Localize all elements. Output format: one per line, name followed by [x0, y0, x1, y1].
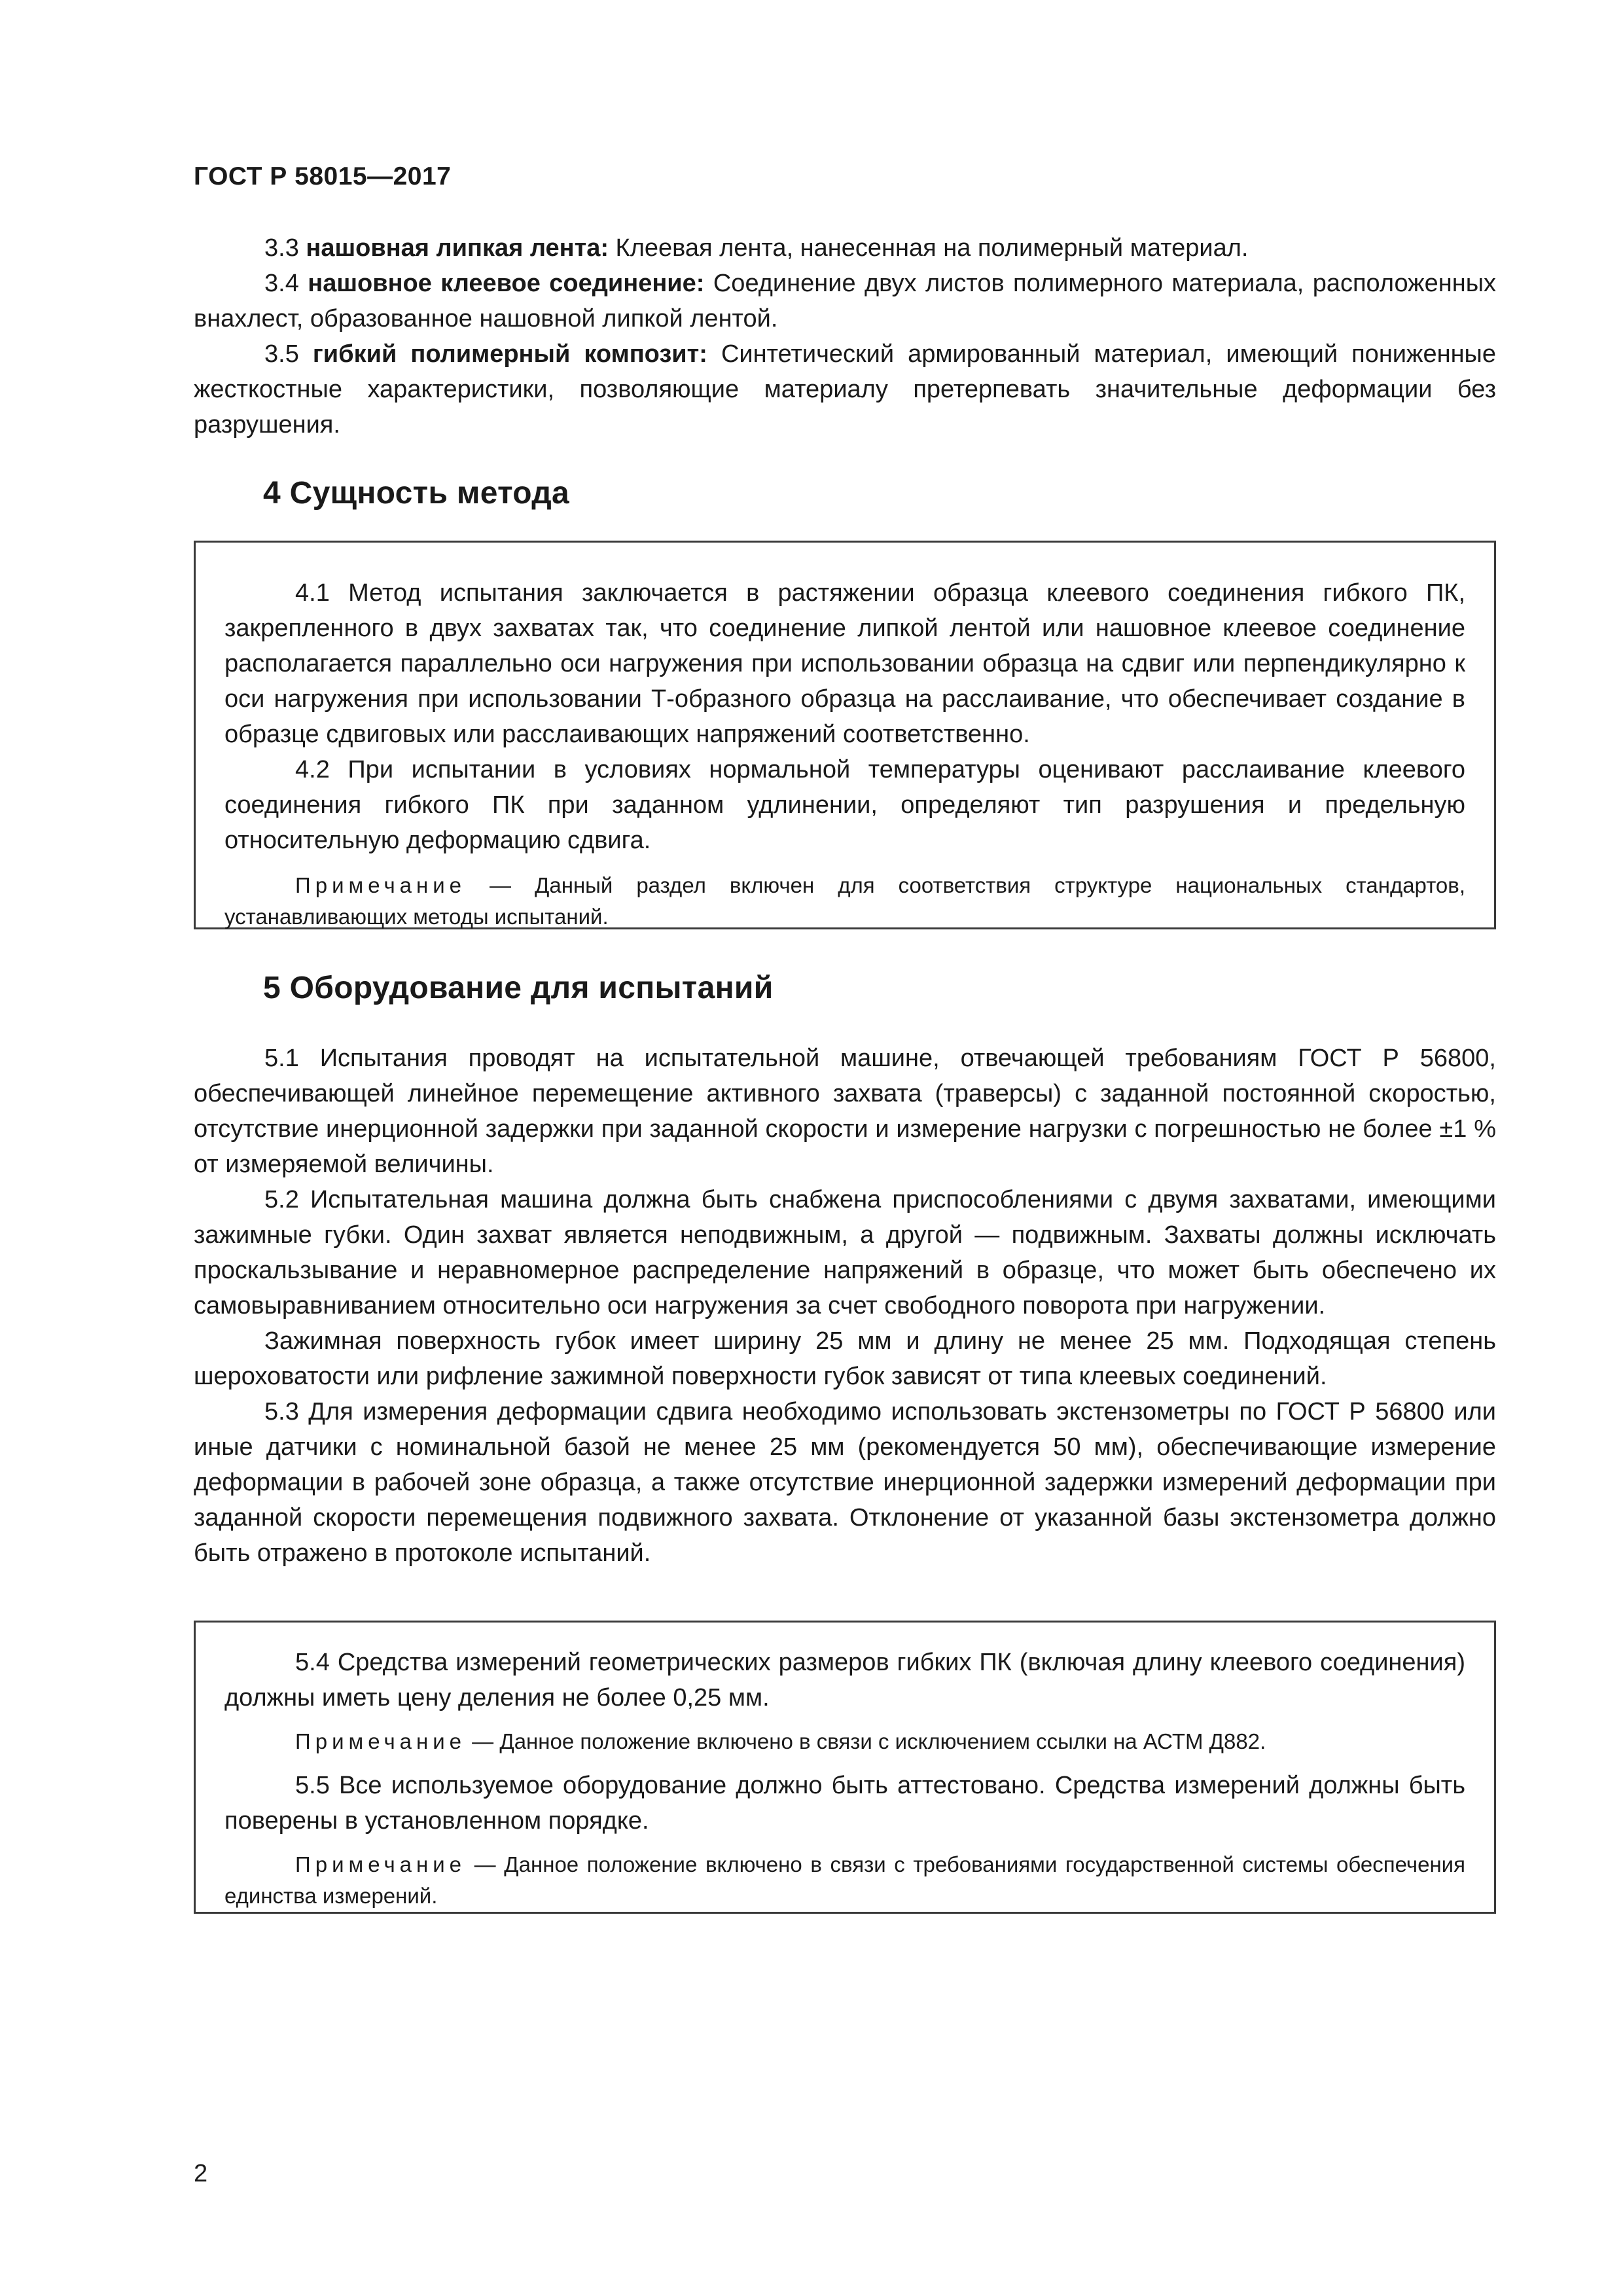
- section-5-title: 5 Оборудование для испытаний: [263, 971, 774, 1005]
- page-number: 2: [194, 2160, 208, 2187]
- paragraph-5-2: 5.2 Испытательная машина должна быть снабжена приспособлениями с двумя захватами, имеющими зажимные губки. Один захват является неподвижным, а другой — подвижным. Захваты должны исключать проскальзывание и неравномерное распределение напряжений в образце, что может быть обеспечено их самовыравниванием относительно оси нагружения за счет свободного поворота при нагружении.: [194, 1186, 1496, 1319]
- paragraph-5-3: 5.3 Для измерения деформации сдвига необходимо использовать экстензометры по ГОСТ Р 56800 или иные датчики с номинальной базой не менее 25 мм (рекомендуется 50 мм), обеспечивающие измерение деформации в рабочей зоне образца, а также отсутствие инерционной задержки измерений деформации при заданной скорости перемещения подвижного захвата. Отклонение от указанной базы экстензометра должно быть отражено в протоколе испытаний.: [194, 1398, 1496, 1567]
- paragraph-5-1: 5.1 Испытания проводят на испытательной машине, отвечающей требованиям ГОСТ Р 56800, обеспечивающей линейное перемещение активного захвата (траверсы) с заданной постоянной скоростью, отсутствие инерционной задержки при заданной скорости и измерение нагрузки с погрешностью не более ±1 % от измеряемой величины.: [194, 1045, 1496, 1178]
- paragraph-5-4: 5.4 Средства измерений геометрических размеров гибких ПК (включая длину клеевого соединения) должны иметь цену деления не более 0,25 мм.: [224, 1649, 1465, 1712]
- paragraph-5-2-cont: Зажимная поверхность губок имеет ширину 25 мм и длину не менее 25 мм. Подходящая степень шероховатости или рифление зажимной поверхности губок зависят от типа клеевых соединений.: [194, 1327, 1496, 1390]
- note-5-5: Примечание — Данное положение включено в связи с требованиями государственной системы обеспечения единства измерений.: [224, 1852, 1465, 1908]
- note-5-4: Примечание — Данное положение включено в связи с исключением ссылки на АСТМ Д882.: [295, 1729, 1266, 1753]
- term-3-3: 3.3 нашовная липкая лента: Клеевая лента, нанесенная на полимерный материал.: [264, 234, 1249, 262]
- section-5-frame: [194, 1621, 1496, 1914]
- document-id: ГОСТ Р 58015—2017: [194, 162, 452, 190]
- paragraph-4-1: 4.1 Метод испытания заключается в растяжении образца клеевого соединения гибкого ПК, закрепленного в двух захватах так, что соединение липкой лентой или нашовное клеевое соединение располагается параллельно оси нагружения при использовании образца на сдвиг или перпендикулярно к оси нагружения при использовании Т-образного образца на расслаивание, что обеспечивает создание в образце сдвиговых или расслаивающих напряжений соответственно.: [224, 579, 1465, 748]
- paragraph-5-5: 5.5 Все используемое оборудование должно быть аттестовано. Средства измерений должны быть поверены в установленном порядке.: [224, 1772, 1465, 1835]
- section-4-frame: [194, 541, 1496, 929]
- term-3-5: 3.5 гибкий полимерный композит: Синтетический армированный материал, имеющий пониженные жесткостные характеристики, позволяющие материалу претерпевать значительные деформации без разрушения.: [194, 340, 1496, 439]
- terms-block: [194, 230, 1496, 442]
- paragraph-4-2: 4.2 При испытании в условиях нормальной температуры оценивают расслаивание клеевого соединения гибкого ПК при заданном удлинении, определяют тип разрушения и предельную относительную деформацию сдвига.: [224, 756, 1465, 854]
- section-5-body: [194, 1041, 1496, 1571]
- note-4: Примечание — Данный раздел включен для соответствия структуре национальных стандартов, устанавливающих методы испытаний.: [224, 873, 1465, 929]
- section-4-title: 4 Сущность метода: [263, 476, 570, 511]
- term-3-4: 3.4 нашовное клеевое соединение: Соединение двух листов полимерного материала, расположенных внахлест, образованное нашовной липкой лентой.: [194, 270, 1497, 332]
